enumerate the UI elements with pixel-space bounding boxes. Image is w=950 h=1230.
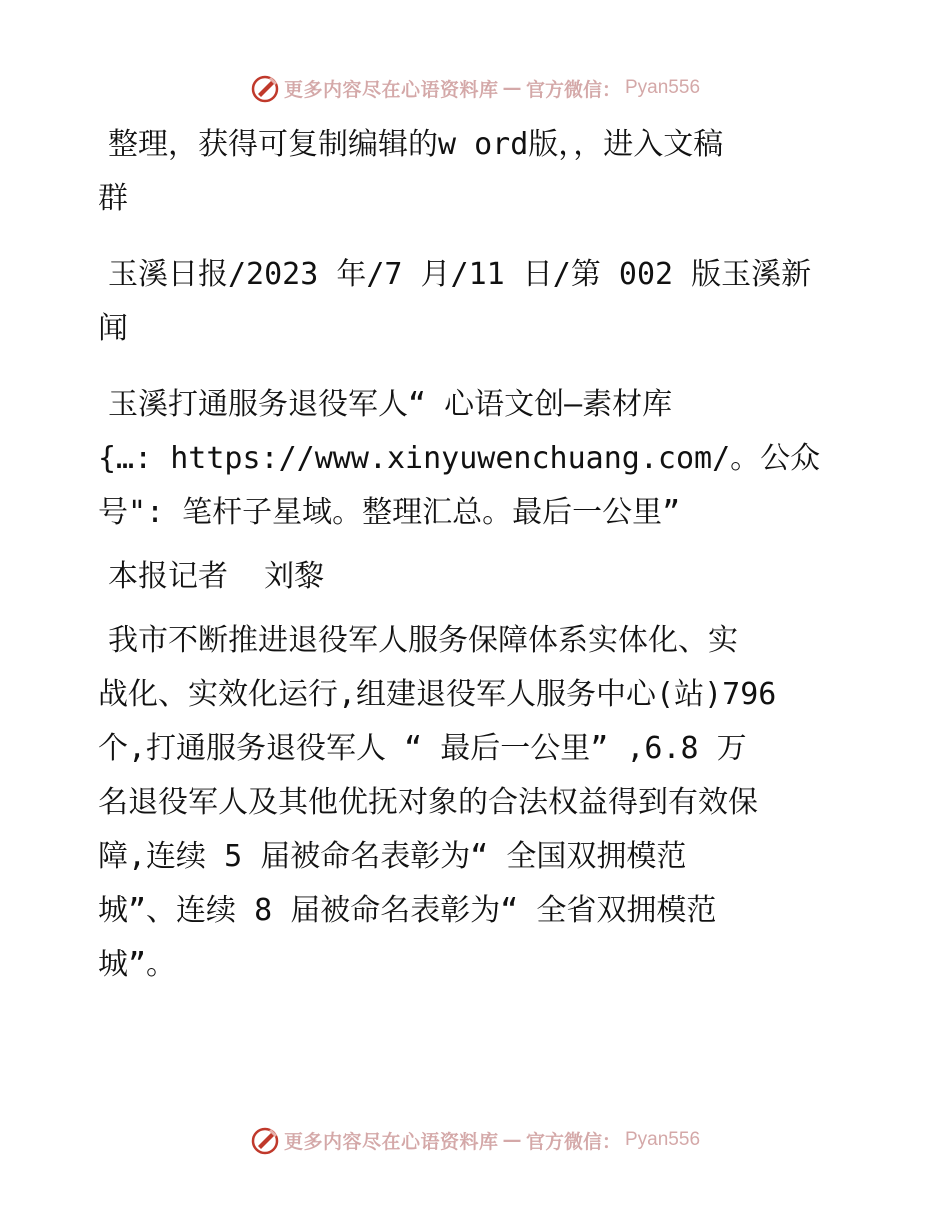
text-line: 本报记者 刘黎 [108, 559, 325, 594]
text-line: 战化、实效化运行,组建退役军人服务中心(站)796 [98, 677, 777, 712]
article-body [98, 118, 858, 1014]
header-banner [0, 72, 950, 104]
banner-wechat-label: 官方微信： [525, 1130, 621, 1153]
pen-logo-icon [250, 72, 280, 104]
paragraph-main [98, 614, 858, 992]
text-line: 闻 [98, 311, 128, 346]
banner-dash: — [502, 77, 522, 99]
banner-dash: — [502, 1129, 522, 1151]
text-line: 号": 笔杆子星域。整理汇总。最后一公里” [98, 495, 681, 530]
paragraph-intro [98, 118, 858, 226]
paragraph-headline [98, 378, 858, 540]
text-line: {…: https://www.xinyuwenchuang.com/。公众 [98, 441, 821, 476]
text-line: 玉溪日报/2023 年/7 月/11 日/第 002 版玉溪新 [108, 257, 812, 292]
text-line: 名退役军人及其他优抚对象的合法权益得到有效保 [98, 785, 758, 820]
text-line: 玉溪打通服务退役军人“ 心语文创—素材库 [108, 387, 673, 422]
text-line: 城”、连续 8 届被命名表彰为“ 全省双拥模范 [98, 893, 717, 928]
pen-logo-icon [250, 1124, 280, 1156]
text-line: 城”。 [98, 947, 177, 982]
text-line: 障,连续 5 届被命名表彰为“ 全国双拥模范 [98, 839, 687, 874]
banner-title: 更多内容尽在心语资料库 [283, 1130, 499, 1153]
text-line: 我市不断推进退役军人服务保障体系实体化、实 [108, 623, 738, 658]
banner-title: 更多内容尽在心语资料库 [283, 78, 499, 101]
paragraph-source [98, 248, 858, 356]
footer-banner [0, 1124, 950, 1156]
paragraph-byline [98, 550, 858, 604]
banner-wechat-label: 官方微信： [525, 78, 621, 101]
text-line: 整理，获得可复制编辑的w ord版，，进入文稿 [108, 127, 724, 162]
banner-wechat-id: Pyan556 [625, 77, 701, 98]
banner-wechat-id: Pyan556 [625, 1129, 701, 1150]
text-line: 个,打通服务退役军人 “ 最后一公里” ,6.8 万 [98, 731, 747, 766]
text-line: 群 [98, 181, 128, 216]
